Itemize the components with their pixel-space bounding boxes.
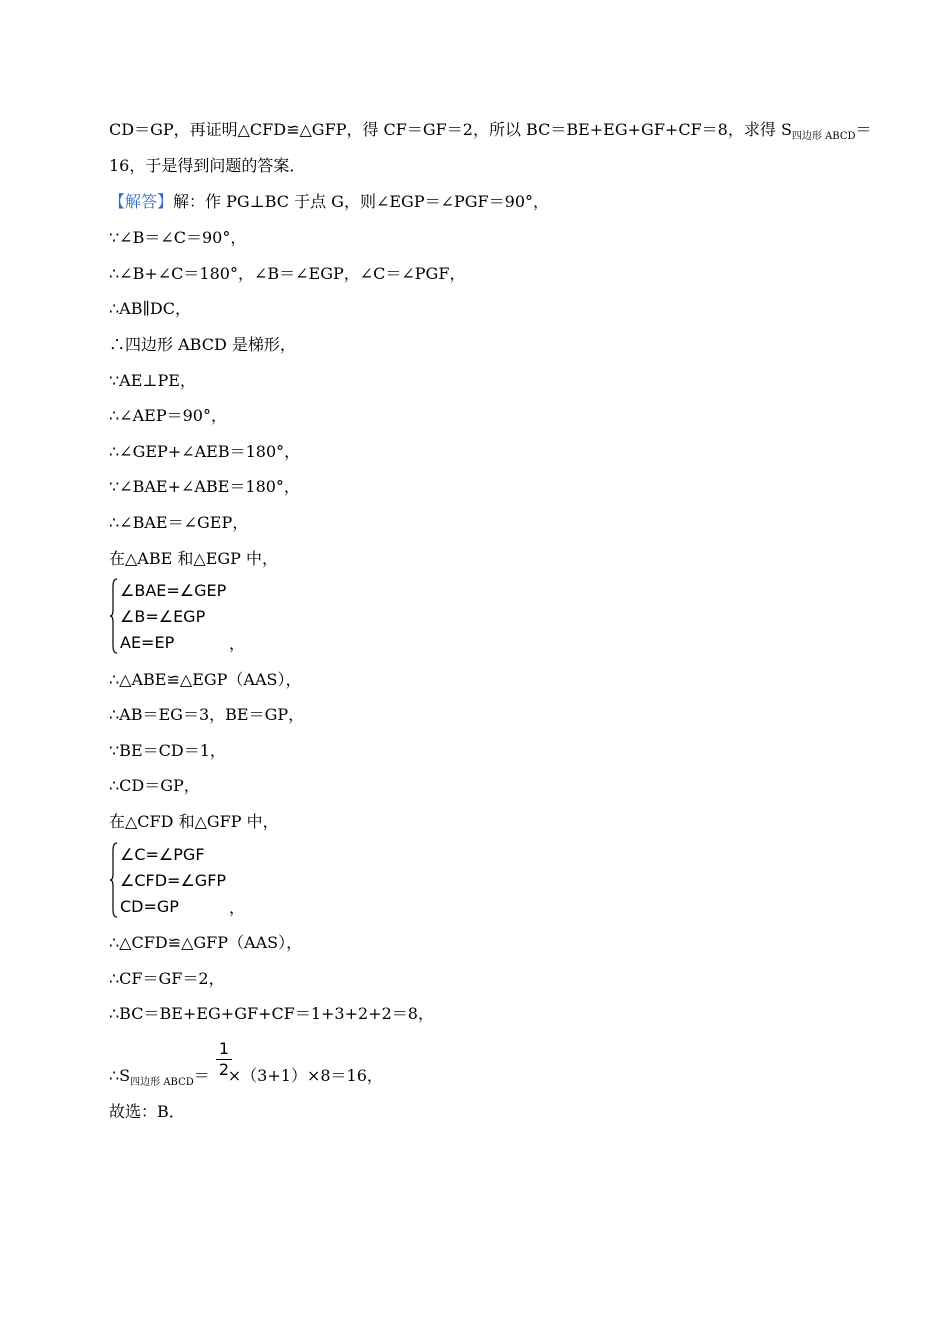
text-line: ∴∠GEP+∠AEB＝180°， — [109, 442, 301, 461]
equation-row: ∠C=∠PGF — [120, 845, 205, 864]
text-line: ∵AE⊥PE， — [109, 371, 196, 390]
text-line: ∴△CFD≌△GFP（AAS）， — [109, 933, 303, 952]
text-line: ∵BE＝CD＝1， — [109, 741, 226, 760]
text-line: ∴AB∥DC， — [109, 299, 191, 318]
text-line: ∴BC＝BE+EG+GF+CF＝1+3+2+2＝8， — [109, 1004, 434, 1023]
text-line: ∴∠BAE＝∠GEP， — [109, 513, 249, 532]
equation-row: ∠CFD=∠GFP — [120, 871, 227, 890]
equation-comma: ， — [229, 898, 246, 917]
line-text: ∴S — [109, 1066, 131, 1085]
brace-icon — [109, 842, 118, 918]
text-line: 在△ABE 和△EGP 中， — [109, 549, 279, 568]
equation-row: ∠B=∠EGP — [120, 607, 206, 626]
line-text: ＝ — [855, 120, 872, 139]
line-text: 解：作 PG⊥BC 于点 G，则∠EGP＝∠PGF＝90°， — [173, 192, 549, 211]
text-line: ∵∠BAE+∠ABE＝180°， — [109, 477, 300, 496]
equation-system-1 — [109, 578, 349, 658]
answer-tag: 【解答】 — [109, 192, 174, 211]
fraction-denominator: 2 — [218, 1060, 230, 1079]
line-text: ＝ — [193, 1066, 210, 1085]
text-line: ∴CF＝GF＝2， — [109, 969, 225, 988]
text-line: ∴四边形 ABCD 是梯形， — [109, 335, 296, 354]
equation-row: ∠BAE=∠GEP — [120, 581, 227, 600]
equation-comma: ， — [229, 634, 246, 653]
text-line: 在△CFD 和△GFP 中， — [109, 812, 279, 831]
equation-row: CD=GP — [120, 897, 179, 916]
line-text: ×（3+1）×8＝16， — [227, 1066, 383, 1085]
text-line: ∴CD＝GP， — [109, 776, 200, 795]
text-line: ∴∠AEP＝90°， — [109, 406, 227, 425]
brace-icon — [109, 578, 118, 654]
text-line: 16，于是得到问题的答案． — [109, 156, 306, 175]
text-line — [109, 118, 872, 145]
subscript: 四边形 ABCD — [791, 131, 856, 142]
equation-system-2 — [109, 842, 349, 922]
text-line: ∴AB＝EG＝3，BE＝GP， — [109, 705, 305, 724]
line-text: CD＝GP，再证明△CFD≌△GFP，得 CF＝GF＝2，所以 BC＝BE+EG+GF+CF＝8，求得 S — [109, 120, 792, 139]
text-line: ∴∠B+∠C＝180°，∠B＝∠EGP，∠C＝∠PGF， — [109, 264, 466, 283]
text-line: ∴△ABE≌△EGP（AAS）， — [109, 670, 302, 689]
fraction-numerator: 1 — [218, 1039, 230, 1058]
text-line — [109, 190, 549, 214]
text-line: 故选：B． — [109, 1102, 185, 1121]
text-line: ∵∠B＝∠C＝90°， — [109, 228, 247, 247]
subscript: 四边形 ABCD — [130, 1077, 194, 1088]
equation-row: AE=EP — [120, 633, 175, 652]
fraction — [216, 1040, 232, 1079]
text-line — [109, 1064, 383, 1091]
